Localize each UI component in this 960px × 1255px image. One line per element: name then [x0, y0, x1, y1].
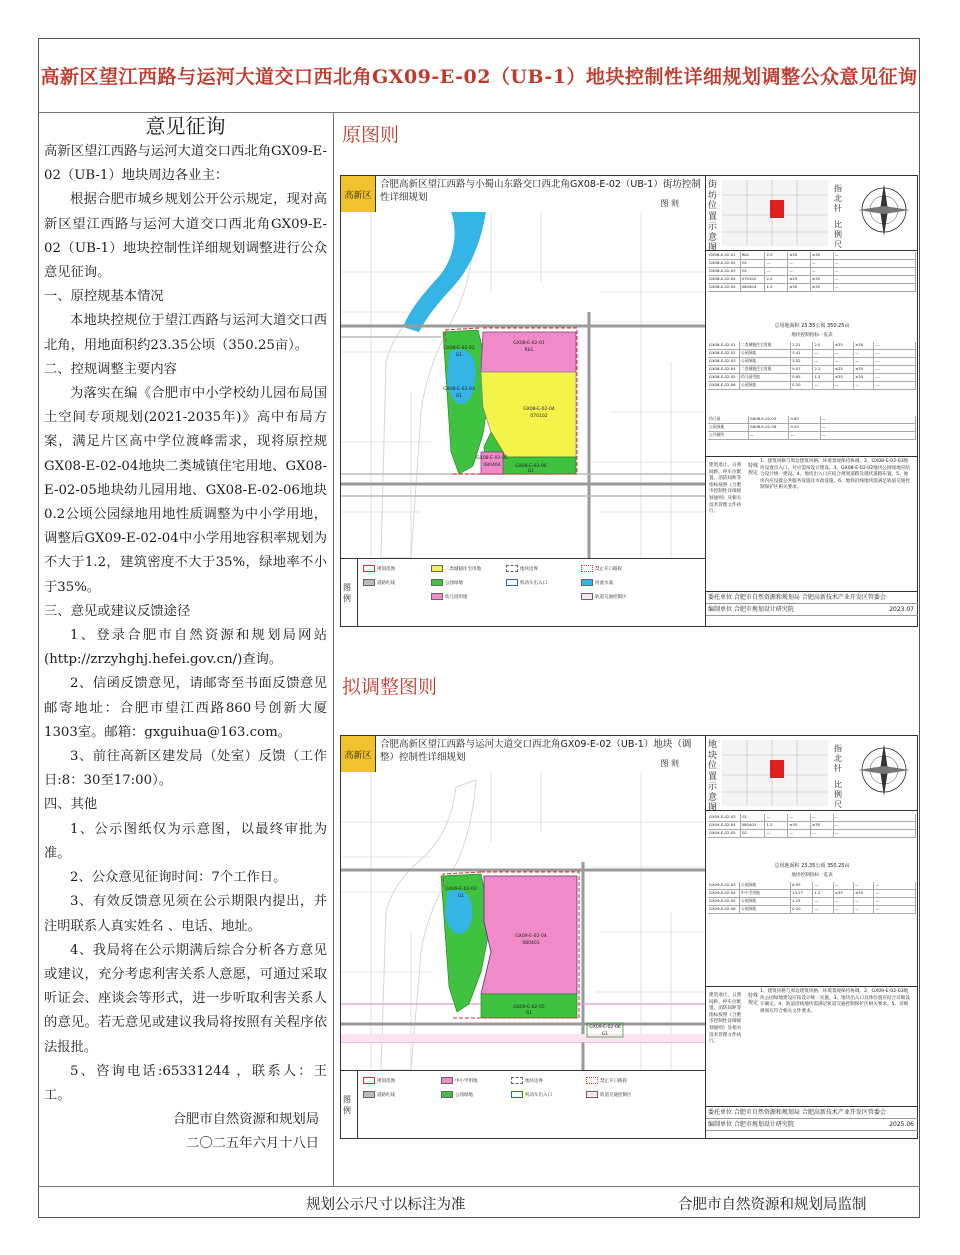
parcel-code: GX08-E-02-04 [523, 407, 555, 412]
notice-heading: 意见征询 [145, 114, 226, 138]
parcel-use: G1 [527, 469, 535, 474]
summary-line: 总用地面积 23.35公顷 350.25亩 [774, 323, 850, 329]
notice-column [38, 112, 334, 1186]
control-table-top: GX09-E-02-03 G1 — — — — GX09-E-02-04 080403 1.2 ≤35 ≥35 — GX09-E-02-05 G1 — — — — [708, 814, 916, 838]
parcel-code: GX08-E-02-02 [443, 346, 475, 351]
notice-paragraph: 三、意见或建议反馈途径 [44, 603, 191, 619]
district-badge: 高新区 [341, 736, 376, 772]
maker-unit: 编制单位 合肥市规划设计研究院 [708, 606, 794, 613]
notice-paragraph: 四、其他 [44, 797, 98, 813]
parcel-use: G1 [601, 1032, 609, 1037]
special-notes: 1、建筑风格与周边建筑风格、环境景观保持协调。2、GX09-E-02-03地块公园绿地建设应按设计统一实施。3、地块出入口具体位置应结合详细设计确定。4、轨道沿线地块需满足轨道交通控制保护区相关要求。5、详细规划应符合相关文件要求。 [760, 989, 910, 1014]
page-title: 高新区望江西路与运河大道交口西北角GX09-E-02（UB-1）地块控制性详细规划调整公众意见征询 [40, 65, 918, 88]
notice-paragraph: 本地块控规位于望江西路与运河大道交口西北角，用地面积约23.35公顷（350.25亩）。 [44, 313, 327, 353]
parcel-code: GX08-E-02-01 [513, 341, 545, 346]
legend-item: 机动车出入口 [520, 580, 547, 586]
north-label: 指北针 [834, 744, 842, 773]
footer-supervisor: 合肥市自然资源和规划局监制 [678, 1197, 867, 1213]
parcel-use: G1 [525, 1011, 533, 1016]
parcel-use: Rb1 [524, 348, 534, 353]
sheet-header [341, 736, 705, 773]
sheet-side-panel [705, 176, 918, 626]
parcel-use: 080404 [483, 463, 501, 468]
parcel-code: GX08-E-02-03 [443, 387, 475, 392]
parcel-code: GX08-E-02-05 [476, 456, 508, 461]
special-notes: 1、建筑风格与周边建筑风格、环境景观保持协调。2、GX08-E-02-03地块设置出入口，对应需按设计建设。3、GX08-E-02-02地块公园绿地应结合设计统一建设。4、地块出入口应结合规划道路及现状道路布置。5、地块内应设置公共服务设施及市政设施。6、地铁沿线地块需满足轨道交通控制保护区相关要求。 [760, 459, 910, 491]
parcel-use: G1 [455, 353, 463, 358]
compass-icon [856, 742, 912, 798]
table-heading: 地块控制指标一览表 [791, 873, 833, 878]
notice-paragraph: 4、我局将在公示期满后综合分析各方意见或建议，充分考虑利害关系人意愿，可通过采取听证会、座谈会等形式，进一步听取利害关系人的意见。若无意见或建议我局将按照有关程序依法报批。 [44, 942, 327, 1055]
legend-item: 轨道交通控制区 [600, 1092, 632, 1098]
adjusted-plan-sheet [340, 735, 918, 1139]
sheet-date: 2025.06 [889, 1121, 914, 1128]
facility-table: 幼儿园 GX08-E-02-05 0.85 — 公园绿地 GX08-E-02-06 0.20 — 公共厕所 — — — [708, 416, 916, 440]
legend-item: 幼儿园用地 [445, 594, 468, 600]
sheet-type: 图 则 [660, 759, 679, 768]
legend-item: 中小学用地 [455, 1078, 478, 1084]
sheet-side-panel [705, 736, 918, 1138]
notice-paragraph: 3、前往高新区建发局（处室）反馈（工作日:8：30至17:00）。 [44, 749, 327, 789]
sheet-type: 图 则 [660, 199, 679, 208]
title-bar [38, 38, 920, 113]
parcel-use: 080403 [522, 941, 540, 946]
original-map-drawing [341, 212, 705, 558]
notes-panel [706, 456, 918, 587]
legend-title: 图例 [343, 559, 358, 627]
notice-paragraph: 二、控规调整主要内容 [44, 361, 177, 377]
legend-item: 禁止开口路段 [600, 1078, 627, 1084]
parcel-use: G1 [455, 394, 463, 399]
parcel-use: 070102 [530, 414, 548, 419]
location-panel [706, 736, 918, 811]
page-footer [38, 1186, 920, 1219]
parcel-use: G1 [457, 894, 465, 899]
sheet-date: 2023.07 [889, 606, 914, 613]
legend-item: 道路红线 [377, 1092, 395, 1098]
maker-unit: 编制单位 合肥市规划设计研究院 [708, 1121, 794, 1128]
special-notes-label: 特殊规定 [748, 463, 759, 476]
notice-paragraph: 1、登录合肥市自然资源和规划局网站(http://zrzyhghj.hefei.gov.cn/)查询。 [44, 628, 327, 668]
summary-line: 总用地面积 23.35公顷 350.25亩 [774, 863, 850, 869]
adjusted-plan-label: 拟调整图则 [342, 676, 438, 698]
notice-body [44, 140, 327, 1157]
original-map [341, 212, 705, 558]
control-table-top: GX08-E-02-01 Rb1 2.0 ≤35 ≥30 — GX08-E-02-02 G1 — — — — GX08-E-02-03 G1 — — — — GX08-E-02-04 070102 2.2 ≤25 ≥35 — GX08-E-02-05 080404 1.2 ≤30 ≥35 — [708, 252, 916, 292]
legend-item: 规划范围 [377, 1078, 395, 1084]
compass-icon [856, 182, 912, 238]
notes-panel [706, 986, 918, 1102]
original-plan-sheet [340, 175, 918, 627]
parcel-code: GX09-E-02-05 [513, 1005, 545, 1010]
legend-item: 河流水面 [595, 580, 613, 586]
parcel-code: GX09-E-02-06 [589, 1025, 621, 1030]
parcel-code: GX09-E-02-03 [445, 887, 477, 892]
notice-paragraph: 根据合肥市城乡规划公开公示规定，现对高新区望江西路与运河大道交口西北角GX09-E-02（UB-1）地块控制性详细规划调整进行公众意见征询。 [44, 192, 327, 281]
control-table: GX09-E-02-03 公园绿地 6.93 — — — — GX09-E-02-04 中小学用地 13.27 1.2 ≤35 ≥35 — GX09-E-02-05 公园绿地 1.15 — — — — GX09-E-02-06 公园绿地 0.20 — — — — [708, 882, 916, 914]
location-label: 地块位置示意图 [708, 740, 718, 813]
original-plan-label: 原图则 [342, 124, 400, 146]
scale-label: 比例尺 [834, 780, 842, 809]
control-table: GX08-E-02-01 二类城镇住宅用地 2.21 2.0 ≤35 ≥30 — GX08-E-02-02 公园绿地 3.41 — — — — GX08-E-02-03 公园绿地 3.52 — — — — GX08-E-02-04 二类城镇住宅用地 9.07 2.2 ≤25 ≥35 — GX08-E-02-05 幼儿园用地 0.85 1.2 ≤30 ≥35 — GX08-E-02-06 公园绿地 0.20 — — — — [708, 342, 916, 390]
adjusted-map [341, 772, 705, 1070]
legend-item: 机动车出入口 [525, 1092, 552, 1098]
notice-paragraph: 3、有效反馈意见须在公示期限内提出，并注明联系人真实姓名 、电话、地址。 [44, 894, 327, 934]
sheet-title: 合肥高新区望江西路与小蜀山东路交口西北角GX08-E-02（UB-1）街坊控制性详细规划 [380, 179, 701, 203]
sheet-footer [706, 1106, 918, 1131]
notice-paragraph: 为落实在编《合肥市中小学校幼儿园布局国土空间专项规划(2021-2035年)》高中布局方案，满足片区高中学位渡峰需求，现将原控规GX08-E-02-04地块二类城镇住宅用地、GX08-E-02-05地块幼儿园用地、GX08-E-02-06地块0.2公顷公园绿地用地性质调整为中小学用地，调整后GX09-E-02-04中小学用地容积率规划为不大于1.2，建筑密度不大于35%，绿地率不小于35%。 [44, 386, 327, 595]
legend-item: 规划范围 [377, 566, 395, 572]
footer-note: 规划公示尺寸以标注为准 [306, 1197, 466, 1213]
location-panel [706, 176, 918, 251]
notice-paragraph: 5、咨询电话:65331244 ，联系人：王工。 [44, 1063, 327, 1103]
district-badge: 高新区 [341, 176, 376, 212]
legend-item: 地块边界 [525, 1078, 543, 1084]
notice-paragraph: 一、原控规基本情况 [44, 289, 164, 305]
legend-item: 二类城镇住宅用地 [445, 566, 481, 572]
north-label: 指北针 [834, 184, 842, 213]
commission-unit: 委托单位 合肥市自然资源和规划局 合肥高新技术产业开发区管委会 [706, 1107, 918, 1119]
legend-item: 道路红线 [377, 580, 395, 586]
notice-paragraph: 2、信函反馈意见，请邮寄至书面反馈意见邮寄地址：合肥市望江西路860号创新大厦1303室。邮箱：gxguihua@163.com。 [44, 676, 327, 740]
legend-item: 禁止开口路段 [595, 566, 622, 572]
legend-title: 图例 [343, 1071, 358, 1139]
adjusted-map-drawing [341, 772, 705, 1070]
parcel-code: GX08-E-02-06 [515, 464, 547, 469]
location-minimap [722, 180, 828, 246]
scale-label: 比例尺 [834, 220, 842, 249]
general-notes: 建筑退让、日照间距、停车位配置、消防间距等指标按照《合肥市控制性详细规划通则》及相关技术管理文件执行。 [709, 463, 742, 515]
sheet-title: 合肥高新区望江西路与运河大道交口西北角GX09-E-02（UB-1）地块（调整）控制性详细规划 [380, 739, 692, 763]
legend-item: 地块边界 [520, 566, 538, 572]
legend [341, 558, 705, 627]
notice-date: 二〇二五年六月十八日 [186, 1136, 319, 1152]
legend-item: 轨道交通控制区 [595, 594, 627, 600]
notice-paragraph: 高新区望江西路与运河大道交口西北角GX09-E-02（UB-1）地块周边各业主： [44, 144, 327, 184]
sheet-header [341, 176, 705, 213]
notice-paragraph: 2、公众意见征询时间：7个工作日。 [70, 870, 287, 886]
legend-item: 公园绿地 [445, 580, 463, 586]
notice-paragraph: 1、公示图纸仅为示意图，以最终审批为准。 [44, 821, 327, 861]
special-notes-label: 特殊规定 [748, 993, 759, 1006]
location-minimap [722, 740, 828, 806]
parcel-code: GX09-E-02-04 [515, 934, 547, 939]
notice-signature: 合肥市自然资源和规划局 [172, 1112, 319, 1128]
legend [341, 1070, 705, 1139]
legend-item: 公园绿地 [455, 1092, 473, 1098]
commission-unit: 委托单位 合肥市自然资源和规划局 合肥高新技术产业开发区管委会 [706, 592, 918, 604]
location-label: 街坊位置示意图 [708, 180, 718, 253]
table-heading: 地块控制指标一览表 [791, 333, 833, 338]
general-notes: 建筑退让、日照间距、停车位配置、消防间距等指标按照《合肥市控制性详细规划通则》及相关技术管理文件执行。 [709, 993, 742, 1045]
sheet-footer [706, 591, 918, 616]
